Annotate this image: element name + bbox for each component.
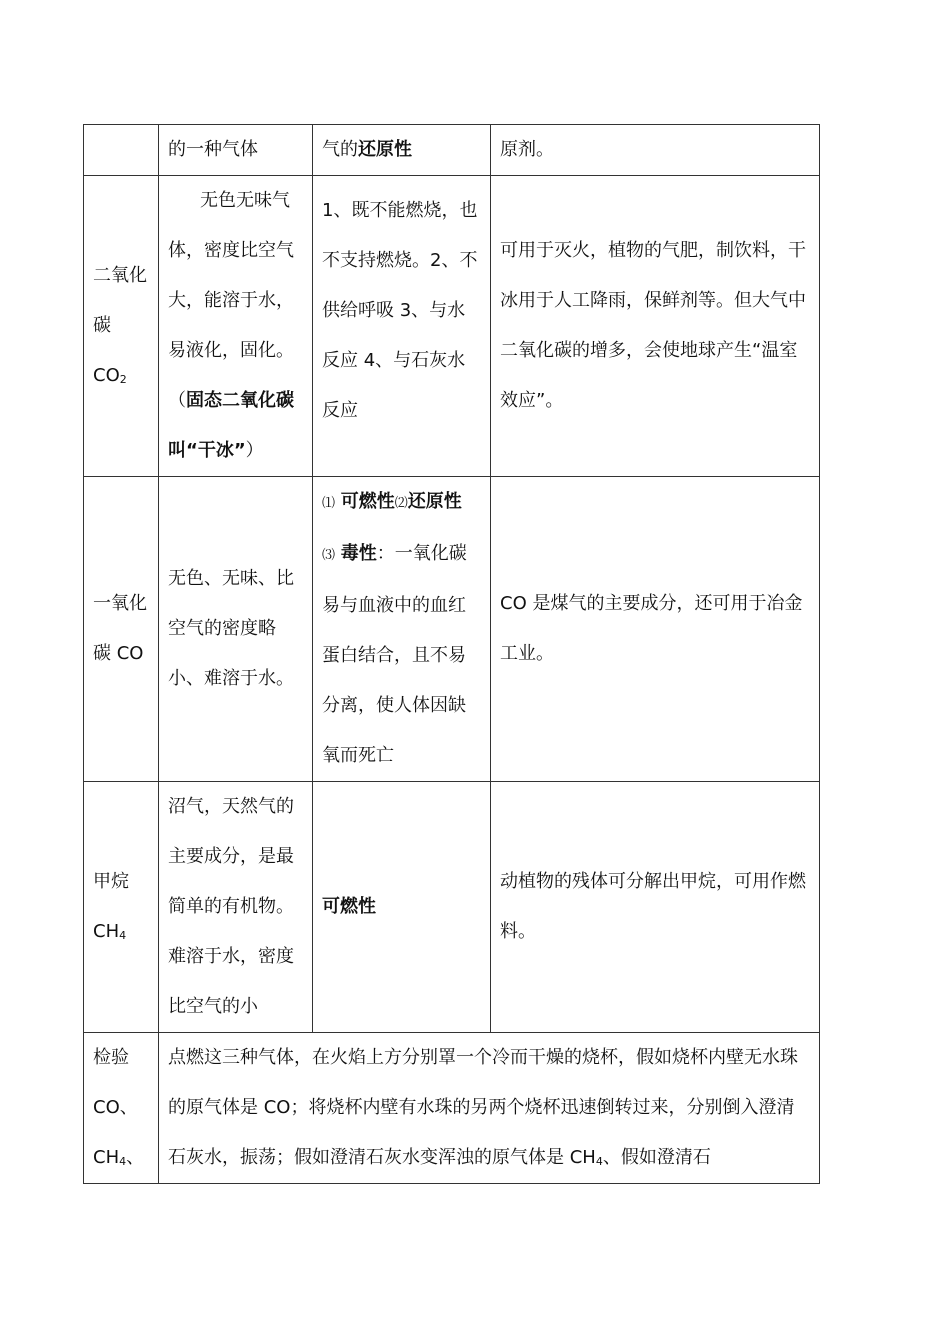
- chemical-property-cell-co: ⑴ 可燃性⑵还原性 ⑶ 毒性：一氧化碳易与血液中的血红蛋白结合，且不易分离，使人体因缺氧而死亡: [313, 477, 491, 782]
- use-cell-co2: 可用于灭火，植物的气肥，制饮料，干冰用于人工降雨，保鲜剂等。但大气中二氧化碳的增多，会使地球产生“温室效应”。: [491, 176, 820, 477]
- table-row-test: [84, 1033, 820, 1184]
- name-cell-test: 检验 CO、 $CH_4$、: [84, 1033, 159, 1184]
- physical-property-cell-ch4: 沼气，天然气的主要成分，是最简单的有机物。难溶于水，密度比空气的小: [159, 782, 313, 1033]
- name-cell-ch4: 甲烷 $CH_4$: [84, 782, 159, 1033]
- test-procedure-cell: 点燃这三种气体，在火焰上方分别罩一个冷而干燥的烧杯，假如烧杯内壁无水珠的原气体是 CO；将烧杯内壁有水珠的另两个烧杯迅速倒转过来，分别倒入澄清石灰水，振荡；假如澄清石灰水变浑浊的原气体是 $CH_4$、假如澄清石: [159, 1033, 820, 1184]
- chemical-property-cell: 气的还原性: [313, 125, 491, 176]
- name-cell-co2: 二氧化 碳 $CO_2$: [84, 176, 159, 477]
- use-cell: 原剂。: [491, 125, 820, 176]
- physical-property-cell: 的一种气体: [159, 125, 313, 176]
- dry-ice-note: （固态二氧化碳叫“干冰”）: [168, 390, 294, 461]
- name-cell: [84, 125, 159, 176]
- physical-property-cell-co: 无色、无味、比空气的密度略小、难溶于水。: [159, 477, 313, 782]
- chemical-property-cell-co2: 1、既不能燃烧，也不支持燃烧。2、不供给呼吸 3、与水反应 4、与石灰水反应: [313, 176, 491, 477]
- physical-property-cell-co2: 无色无味气体，密度比空气大，能溶于水，易液化，固化。 （固态二氧化碳叫“干冰”）: [159, 176, 313, 477]
- name-cell-co: 一氧化 碳 CO: [84, 477, 159, 782]
- formula-ch4: $CH_4$: [93, 921, 127, 942]
- gas-properties-table: [83, 124, 820, 1184]
- chemical-property-cell-ch4: 可燃性: [313, 782, 491, 1033]
- use-cell-co: CO 是煤气的主要成分，还可用于冶金工业。: [491, 477, 820, 782]
- table-row-ch4: [84, 782, 820, 1033]
- table-row-co: [84, 477, 820, 782]
- table-row-co2: [84, 176, 820, 477]
- formula-co2: $CO_2$: [93, 365, 127, 386]
- table-row: [84, 125, 820, 176]
- use-cell-ch4: 动植物的残体可分解出甲烷，可用作燃料。: [491, 782, 820, 1033]
